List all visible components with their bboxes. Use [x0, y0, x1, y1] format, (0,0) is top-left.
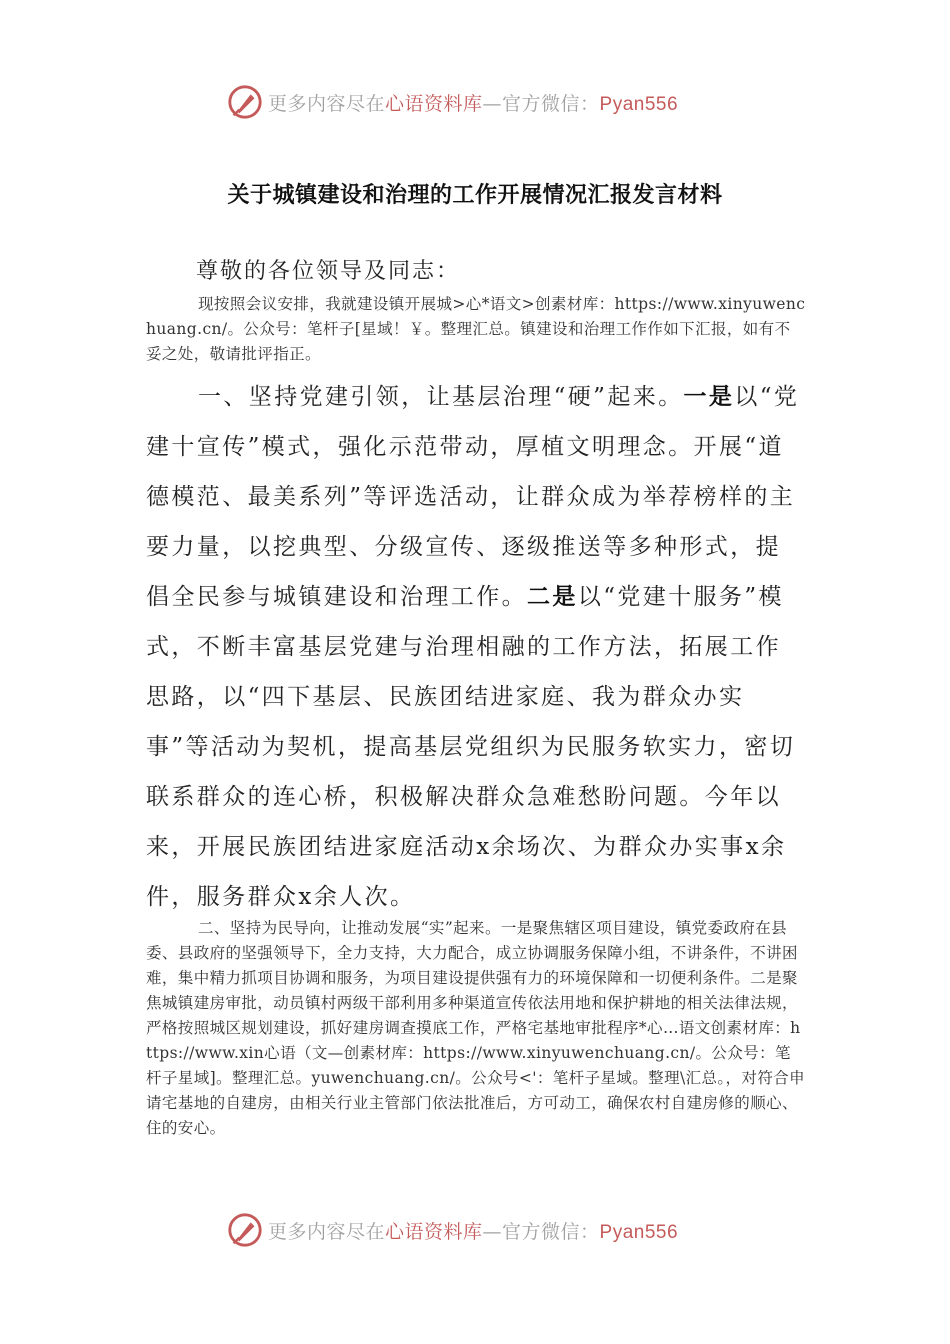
banner-part1: 更多内容尽在 [268, 92, 386, 115]
section-one-marker-1: 一是 [683, 383, 735, 410]
banner-wechat: Pyan556 [599, 1221, 679, 1243]
section-one-marker-2: 二是 [527, 583, 578, 610]
section-one-text-1: 以“党建十宣传”模式，强化示范带动，厚植文明理念。开展“道德模范、最美系列”等评选活动，让群众成为举荐榜样的主要力量，以挖典型、分级宣传、逐级推送等多种形式，提倡全民参与城镇建设和治理工作。 [146, 384, 800, 610]
banner-part1: 更多内容尽在 [268, 1220, 386, 1243]
header-banner [0, 80, 950, 124]
banner-part2: 心语资料库 [385, 92, 483, 115]
pen-nib-logo-icon [226, 1211, 264, 1249]
section-two-paragraph: 二、坚持为民导向，让推动发展“实”起来。一是聚焦辖区项目建设，镇党委政府在县委、县政府的坚强领导下，全力支持，大力配合，成立协调服务保障小组，不讲条件，不讲困难，集中精力抓项目协调和服务，为项目建设提供强有力的环境保障和一切便利条件。二是聚焦城镇建房审批，动员镇村两级干部利用多种渠道宣传依法用地和保护耕地的相关法律法规，严格按照城区规划建设，抓好建房调查摸底工作，严格宅基地审批程序*心…语文创素材库：https://www.xin心语（文—创素材库：https://www.xinyuwenchuang.cn/。公众号：笔杆子星域]。整理汇总。yuwenchuang.cn/。公众号<'：笔杆子星域。整理\汇总。，对符合申请宅基地的自建房，由相关行业主管部门依法批准后，方可动工，确保农村自建房修的顺心、住的安心。 [146, 919, 806, 1137]
section-one-text-2: 以“党建十服务”模式，不断丰富基层党建与治理相融的工作方法，拓展工作思路，以“四下基层、民族团结进家庭、我为群众办实事”等活动为契机，提高基层党组织为民服务软实力，密切联系群众的连心桥，积极解决群众急难愁盼问题。今年以来，开展民族团结进家庭活动x余场次、为群众办实事x余件，服务群众x余人次。 [146, 584, 796, 910]
banner-wechat: Pyan556 [599, 93, 679, 115]
banner-content [226, 80, 678, 124]
banner-part2: 心语资料库 [385, 1220, 483, 1243]
document-title: 关于城镇建设和治理的工作开展情况汇报发言材料 [227, 182, 723, 208]
pen-nib-logo-icon [226, 83, 264, 121]
footer-banner [0, 1208, 950, 1252]
banner-part3: —官方微信： [482, 1220, 600, 1243]
intro-paragraph: 现按照会议安排，我就建设镇开展城>心*语文>创素材库：https://www.xinyuwenchuang.cn/。公众号：笔杆子[星域！￥。整理汇总。镇建设和治理工作作如下汇报，如有不妥之处，敬请批评指正。 [146, 295, 806, 363]
banner-text [268, 1217, 678, 1244]
greeting: 尊敬的各位领导及同志： [196, 259, 461, 284]
banner-part3: —官方微信： [482, 92, 600, 115]
section-one-paragraph [146, 372, 806, 922]
banner-content [226, 1208, 678, 1252]
banner-text [268, 89, 678, 116]
section-one-lead: 一、坚持党建引领，让基层治理“硬”起来。 [198, 384, 684, 410]
